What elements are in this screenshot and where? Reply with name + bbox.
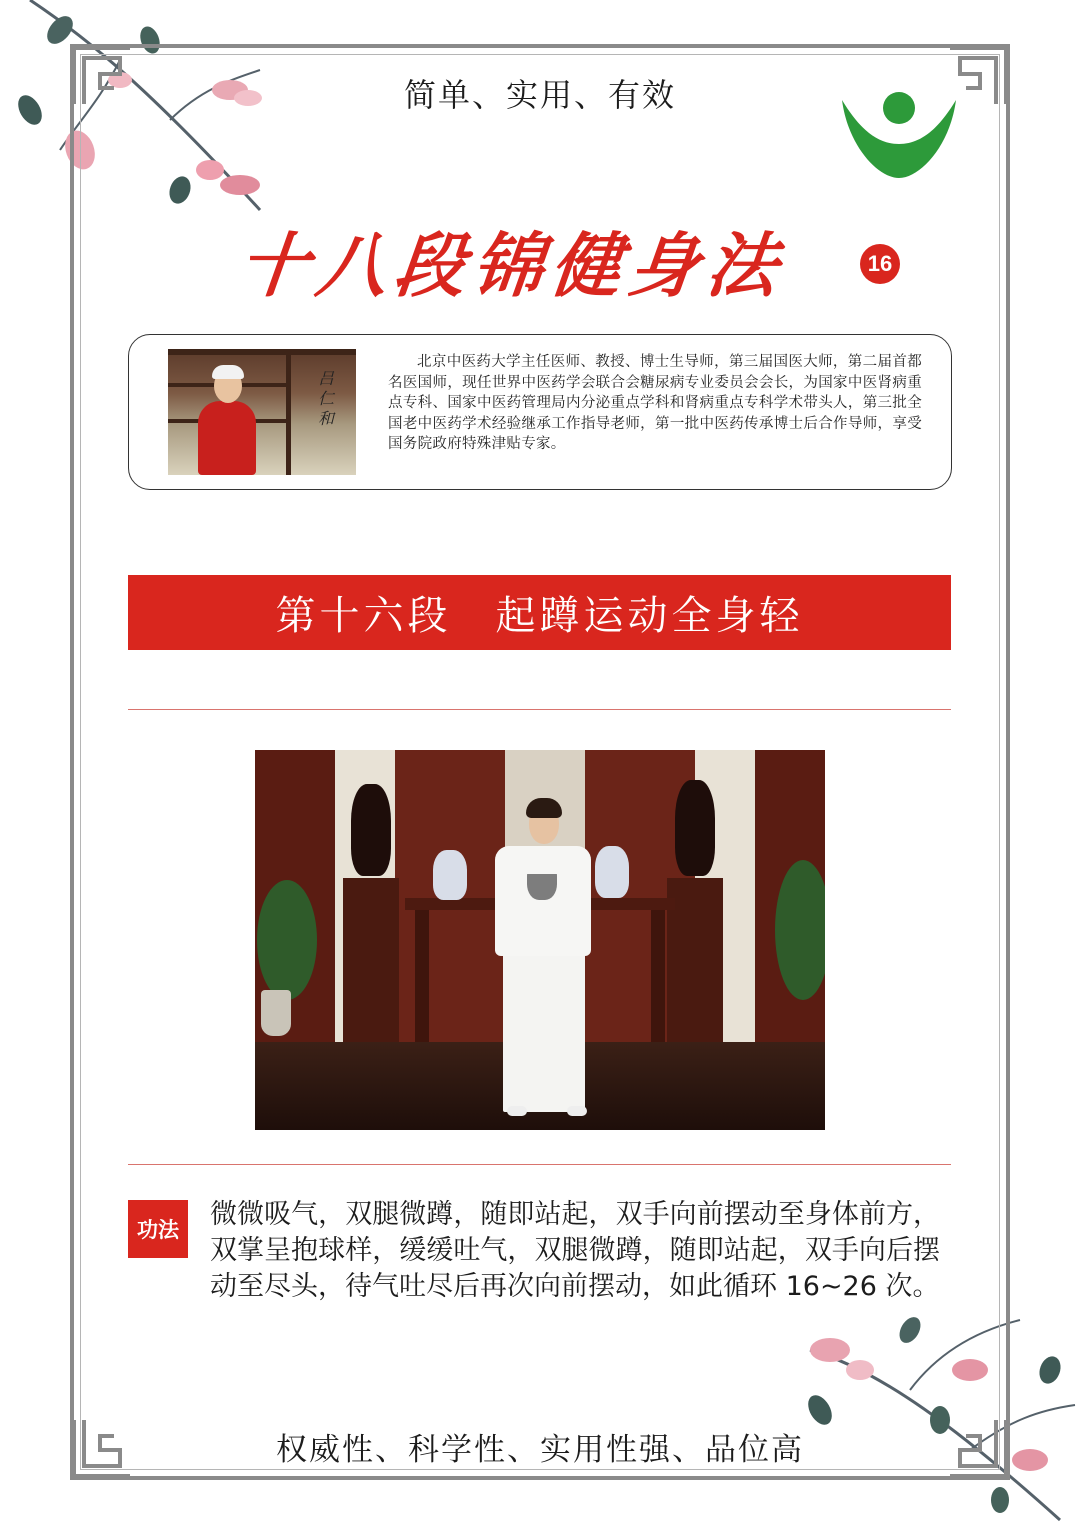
issue-number-badge: 16: [860, 244, 900, 284]
section-title-banner: 第十六段 起蹲运动全身轻: [128, 575, 951, 650]
bottom-slogan: 权威性、科学性、实用性强、品位高: [276, 1432, 804, 1468]
divider-line-top: [128, 709, 951, 710]
page-title: 十八段锦健身法: [234, 224, 790, 307]
author-signature: 吕仁和: [318, 369, 335, 428]
green-logo-icon: [838, 86, 960, 182]
method-label-tag: 功法: [128, 1200, 188, 1258]
author-bio-text: 北京中医药大学主任医师、教授、博士生导师，第三届国医大师，第二届首都名医国师，现任世界中医药学会联合会糖尿病专业委员会会长，为国家中医肾病重点专科、国家中医药管理局内分泌重点学科和肾病重点专科学术带头人，第三批全国老中医药学术经验继承工作指导老师，第一批中医药传承博士后合作导师，享受国务院政府特殊津贴专家。: [388, 354, 922, 452]
top-slogan: 简单、实用、有效: [403, 76, 676, 114]
method-description: 微微吸气，双腿微蹲，随即站起，双手向前摆动至身体前方，双掌呈抱球样，缓缓吐气，双腿微蹲，随即站起，双手向后摆动至尽头，待气吐尽后再次向前摆动，如此循环 16~26 次。: [210, 1199, 940, 1302]
divider-line-bottom: [128, 1164, 951, 1165]
author-photo: [168, 349, 356, 475]
exercise-demo-photo: [255, 750, 825, 1130]
